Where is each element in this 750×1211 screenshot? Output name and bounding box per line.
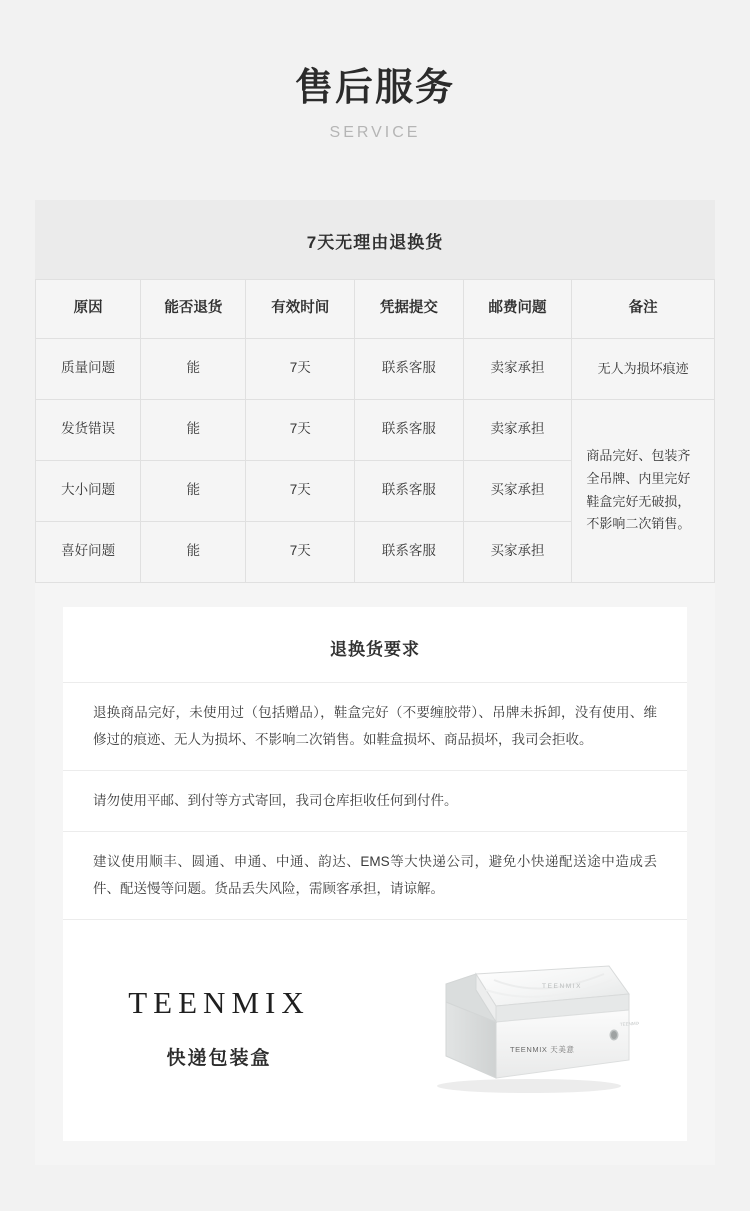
cell-shipping: 买家承担 (463, 460, 572, 521)
cell-reason: 大小问题 (36, 460, 141, 521)
cell-reason: 发货错误 (36, 399, 141, 460)
cell-shipping: 卖家承担 (463, 399, 572, 460)
cell-reason: 喜好问题 (36, 521, 141, 582)
cell-valid-time: 7天 (246, 521, 355, 582)
table-header-row (36, 279, 715, 338)
policy-table-caption: 7天无理由退换货 (35, 200, 715, 279)
brand-text-block (63, 985, 375, 1070)
cell-evidence: 联系客服 (355, 521, 464, 582)
cell-evidence: 联系客服 (355, 338, 464, 399)
requirements-title: 退换货要求 (330, 639, 420, 659)
requirements-panel (63, 607, 687, 1141)
cell-valid-time: 7天 (246, 338, 355, 399)
page-bottom-spacer (0, 1165, 750, 1211)
column-header-note: 备注 (572, 279, 715, 338)
brand-caption: 快递包装盒 (166, 1047, 272, 1069)
cell-returnable: 能 (141, 521, 246, 582)
cell-reason: 质量问题 (36, 338, 141, 399)
column-header-reason: 原因 (36, 279, 141, 338)
svg-text:TEENMIX: TEENMIX (619, 1020, 639, 1027)
cell-returnable: 能 (141, 338, 246, 399)
shoe-box-image (424, 960, 639, 1095)
cell-evidence: 联系客服 (355, 460, 464, 521)
requirements-section (35, 583, 715, 1141)
column-header-shipping: 邮费问题 (463, 279, 572, 338)
cell-valid-time: 7天 (246, 460, 355, 521)
cell-returnable: 能 (141, 460, 246, 521)
policy-table (35, 279, 715, 583)
cell-evidence: 联系客服 (355, 399, 464, 460)
cell-note: 无人为损坏痕迹 (572, 338, 715, 399)
shoe-box-illustration (424, 960, 639, 1095)
requirements-paragraph: 建议使用顺丰、圆通、申通、中通、韵达、EMS等大快递公司，避免小快递配送途中造成丢件、配送慢等问题。货品丢失风险，需顾客承担，请谅解。 (63, 831, 687, 919)
card-bottom-spacer (35, 1141, 715, 1165)
cell-note-merged: 商品完好、包装齐全吊牌、内里完好鞋盒完好无破损，不影响二次销售。 (572, 399, 715, 582)
cell-returnable: 能 (141, 399, 246, 460)
brand-wordmark: TEENMIX (128, 984, 310, 1020)
column-header-evidence: 凭据提交 (355, 279, 464, 338)
requirements-paragraph: 请勿使用平邮、到付等方式寄回，我司仓库拒收任何到付件。 (63, 770, 687, 831)
page-subtitle: SERVICE (329, 123, 421, 141)
column-header-valid-time: 有效时间 (246, 279, 355, 338)
cell-valid-time: 7天 (246, 399, 355, 460)
cell-shipping: 买家承担 (463, 521, 572, 582)
box-lid-label: TEENMIX (541, 982, 582, 990)
package-image-block (375, 960, 687, 1095)
table-row (36, 399, 715, 460)
table-row (36, 338, 715, 399)
service-card (35, 200, 715, 1165)
page-header (0, 0, 750, 142)
requirements-paragraph: 退换商品完好，未使用过（包括赠品），鞋盒完好（不要缠胶带）、吊牌未拆卸，没有使用、维修过的痕迹、无人为损坏、不影响二次销售。如鞋盒损坏、商品损坏，我司会拒收。 (63, 682, 687, 770)
brand-package-section (63, 919, 687, 1141)
page-title: 售后服务 (294, 67, 455, 109)
column-header-returnable: 能否退货 (141, 279, 246, 338)
box-front-label: TEENMIX 天美意 (509, 1044, 575, 1054)
cell-shipping: 卖家承担 (463, 338, 572, 399)
